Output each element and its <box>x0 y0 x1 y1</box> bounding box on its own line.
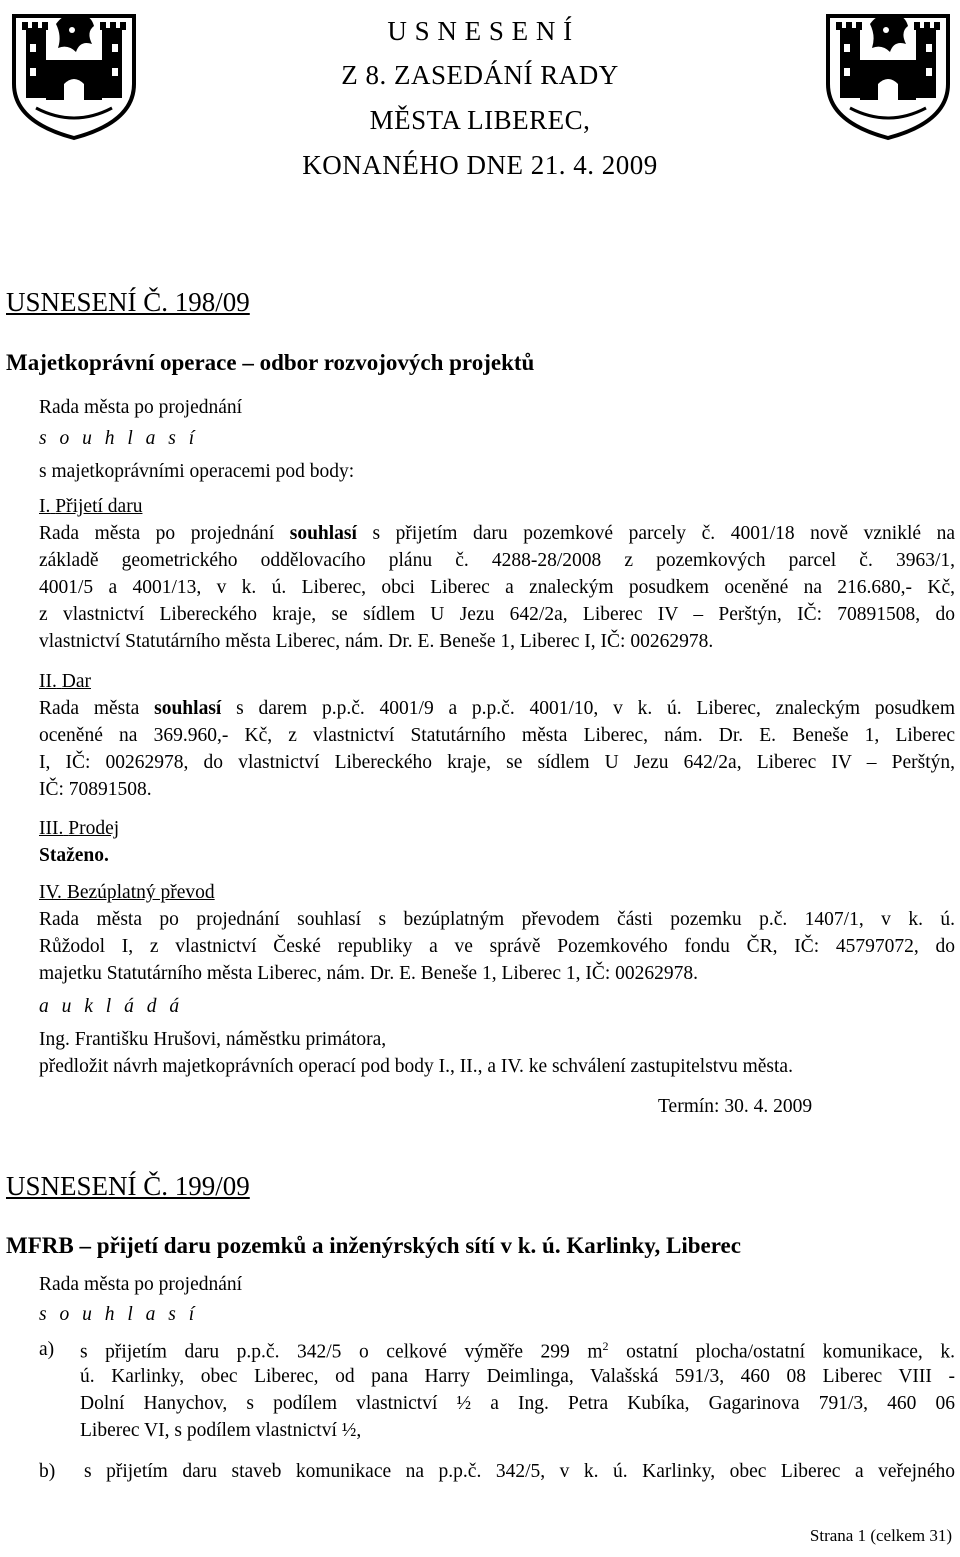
section-1-title: Přijetí daru <box>55 496 143 517</box>
r1-section-4-heading <box>39 883 215 903</box>
a-superscript: 2 <box>602 1339 609 1353</box>
r1-s1-line-2: základě geometrického oddělovacího plánu č. 4288-28/2008 z pozemkových parcel č. 3963/1, <box>39 550 955 571</box>
section-4-title: Bezúplatný převod <box>66 882 215 903</box>
header-line-4: KONANÉHO DNE 21. 4. 2009 <box>302 150 658 180</box>
resolution-2-title: USNESENÍ Č. 199/09 <box>6 1171 250 1201</box>
r1-s1-line-3: 4001/5 a 4001/13, v k. ú. Liberec, obci Liberec a znaleckým posudkem oceněné na 216.680,- Kč, <box>39 577 955 598</box>
r1-intro-2: s majetkoprávními operacemi pod body: <box>39 461 355 482</box>
r1-s2-line-1 <box>39 699 955 719</box>
r1-souhlasi: s o u h l a s í <box>39 428 199 449</box>
city-crest-left <box>6 4 142 142</box>
r2-item-a-label: a) <box>39 1339 55 1360</box>
resolution-1-title: USNESENÍ Č. 198/09 <box>6 287 250 317</box>
s2-souhlasi-bold: souhlasí <box>154 698 222 719</box>
s2-text-a: Rada města <box>39 698 140 719</box>
r1-task: předložit návrh majetkoprávních operací pod body I., II., a IV. ke schválení zastupitelstvu města. <box>39 1056 793 1077</box>
resolution-2-topic: MFRB – přijetí daru pozemků a inženýrských sítí v k. ú. Karlinky, Liberec <box>6 1233 741 1258</box>
page-number: Strana 1 (celkem 31) <box>809 1526 952 1545</box>
r1-s2-line-3: I, IČ: 00262978, do vlastnictví Libereckého kraje, se sídlem U Jezu 642/2a, Liberec IV – Perštýn, <box>39 752 955 773</box>
r1-s1-line-1 <box>39 524 955 544</box>
r1-uklada: a u k l á d á <box>39 996 184 1017</box>
r1-section-1-heading <box>39 497 142 517</box>
a-line-1-rest: ostatní plocha/ostatní komunikace, k. <box>608 1341 955 1363</box>
r1-term: Termín: 30. 4. 2009 <box>658 1096 813 1117</box>
r1-s2-line-2: oceněné na 369.960,- Kč, z vlastnictví Statutárního města Liberec, nám. Dr. E. Beneše 1, Liberec <box>39 725 955 746</box>
r1-section-3-heading <box>39 819 119 839</box>
r2-a-line-2: ú. Karlinky, obec Liberec, od pana Harry Deimlinga, Valašská 591/3, 460 08 Liberec VIII - <box>80 1366 955 1387</box>
r1-s1-line-4: z vlastnictví Libereckého kraje, se sídlem U Jezu 642/2a, Liberec IV – Perštýn, IČ: 70891508, do <box>39 604 955 625</box>
r2-item-b-label: b) <box>39 1461 56 1482</box>
r1-s2-line-4: IČ: 70891508. <box>39 779 152 800</box>
header-line-2: Z 8. ZASEDÁNÍ RADY <box>341 60 619 90</box>
r1-s4-line-2: Růžodol I, z vlastnictví České republiky a ve správě Pozemkového fondu ČR, IČ: 45797072, do <box>39 936 955 957</box>
header-line-1: U S N E S E N Í <box>387 16 573 46</box>
s1-souhlasi-bold: souhlasí <box>289 523 357 544</box>
r1-s1-line-5: vlastnictví Statutárního města Liberec, nám. Dr. E. Beneše 1, Liberec I, IČ: 00262978. <box>39 631 714 652</box>
section-3-number: III. <box>39 818 64 839</box>
r1-s3-status: Staženo. <box>39 845 109 866</box>
r1-intro: Rada města po projednání <box>39 397 243 418</box>
section-1-number: I. <box>39 496 51 517</box>
r2-a-line-1 <box>80 1340 955 1362</box>
r2-souhlasi: s o u h l a s í <box>39 1304 199 1325</box>
r2-intro: Rada města po projednání <box>39 1274 243 1295</box>
header-line-3: MĚSTA LIBEREC, <box>369 105 591 135</box>
resolution-1-topic: Majetkoprávní operace – odbor rozvojových projektů <box>6 350 535 375</box>
section-2-number: II. <box>39 671 57 692</box>
r1-section-2-heading <box>39 672 91 692</box>
r2-a-line-3: Dolní Hanychov, s podílem vlastnictví ½ a Ing. Petra Kubíka, Gagarinova 791/3, 460 06 <box>80 1393 955 1414</box>
section-2-title: Dar <box>61 671 91 692</box>
r1-person: Ing. Františku Hrušovi, náměstku primátora, <box>39 1029 387 1050</box>
s2-text-c: s darem p.p.č. 4001/9 a p.p.č. 4001/10, v k. ú. Liberec, znaleckým posudkem <box>236 698 955 719</box>
r1-s4-line-1: Rada města po projednání souhlasí s bezúplatným převodem části pozemku p.č. 1407/1, v k. ú. <box>39 909 955 930</box>
section-4-number: IV. <box>39 882 62 903</box>
r2-a-line-4: Liberec VI, s podílem vlastnictví ½, <box>80 1420 362 1441</box>
s1-text-a: Rada města po projednání <box>39 523 275 544</box>
a-line-1-text: s přijetím daru p.p.č. 342/5 o celkové výměře 299 m <box>80 1341 603 1363</box>
section-3-title: Prodej <box>68 818 120 839</box>
city-crest-right <box>820 4 956 142</box>
r1-s4-line-3: majetku Statutárního města Liberec, nám. Dr. E. Beneše 1, Liberec 1, IČ: 00262978. <box>39 963 699 984</box>
s1-text-c: s přijetím daru pozemkové parcely č. 4001/18 nově vzniklé na <box>372 523 956 544</box>
r2-b-line-1: s přijetím daru staveb komunikace na p.p.č. 342/5, v k. ú. Karlinky, obec Liberec a veřejného <box>84 1461 955 1482</box>
